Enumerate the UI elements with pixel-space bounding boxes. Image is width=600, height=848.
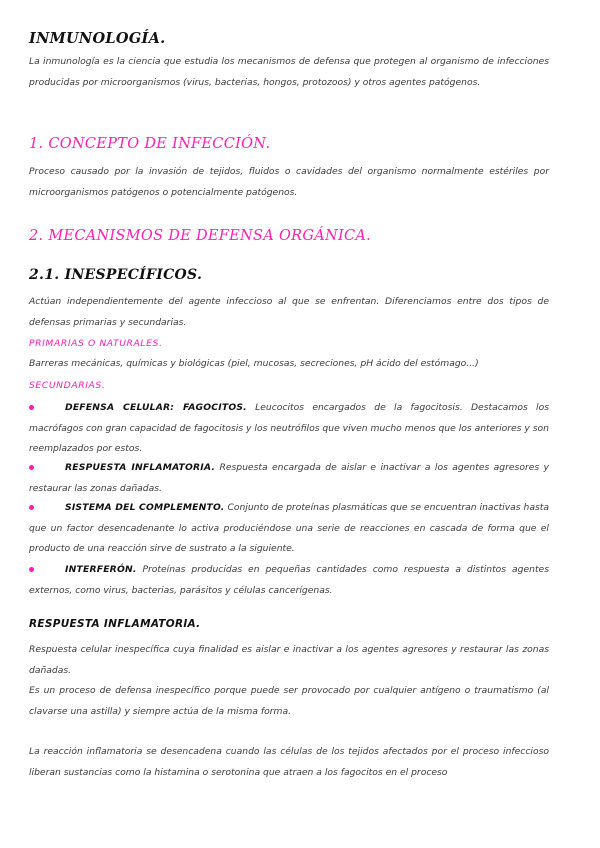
list-item-description: Leucocitos encargados de la fagocitosis. Destacamos los macrófagos con gran capacidad de fagocitosis y los neutrófilos que viven mucho menos que los anteriores y son reemplazados por estos. bbox=[29, 402, 550, 454]
section3-paragraph-1: Respuesta celular inespecífica cuya finalidad es aislar e inactivar a los agentes agresores y restaurar las zonas dañadas. bbox=[29, 644, 549, 676]
list-item-text bbox=[29, 560, 549, 601]
list-item bbox=[29, 398, 549, 460]
list-item-description: Proteínas producidas en pequeñas cantidades como respuesta a distintos agentes externos, como virus, bacterias, parásitos y células cancerígenas. bbox=[29, 564, 549, 596]
section2-heading: 2. MECANISMOS DE DEFENSA ORGÁNICA. bbox=[29, 228, 372, 244]
list-item bbox=[29, 498, 549, 560]
list-item-term: SISTEMA DEL COMPLEMENTO. bbox=[65, 502, 225, 513]
list-item-term: RESPUESTA INFLAMATORIA. bbox=[65, 462, 216, 473]
list-item-term: DEFENSA CELULAR: FAGOCITOS. bbox=[65, 402, 247, 413]
list-item-text bbox=[29, 458, 549, 499]
secundarias-label: SECUNDARIAS. bbox=[29, 380, 106, 391]
section1-paragraph: Proceso causado por la invasión de tejidos, fluidos o cavidades del organismo normalmente estériles por microorganismos patógenos o potencialmente patógenos. bbox=[29, 166, 549, 198]
section2-subheading: 2.1. INESPECÍFICOS. bbox=[29, 267, 203, 283]
bullet-icon bbox=[29, 405, 34, 410]
section3-heading: RESPUESTA INFLAMATORIA. bbox=[29, 618, 201, 630]
list-item-term: INTERFERÓN. bbox=[65, 564, 137, 575]
list-item-description: Conjunto de proteínas plasmáticas que se encuentran inactivas hasta que un factor desencadenante lo activa produciéndose una serie de reacciones en cascada de forma que el producto de una reacción sirve de sustrato a la siguiente. bbox=[29, 502, 550, 554]
bullet-icon bbox=[29, 465, 34, 470]
section2-paragraph: Actúan independientemente del agente infeccioso al que se enfrentan. Diferenciamos entre dos tipos de defensas primarias y secundarias. bbox=[29, 296, 549, 328]
list-item-text bbox=[29, 398, 549, 460]
bullet-icon bbox=[29, 567, 34, 572]
section3-paragraph-2: Es un proceso de defensa inespecífico porque puede ser provocado por cualquier antígeno o traumatismo (al clavarse una astilla) y siempre actúa de la misma forma. bbox=[29, 685, 549, 717]
section1-heading: 1. CONCEPTO DE INFECCIÓN. bbox=[29, 136, 271, 152]
primarias-label: PRIMARIAS O NATURALES. bbox=[29, 338, 163, 349]
section3-paragraph-3: La reacción inflamatoria se desencadena cuando las células de los tejidos afectados por el proceso infeccioso liberan sustancias como la histamina o serotonina que atraen a los fagocitos en el proceso bbox=[29, 746, 549, 778]
bullet-icon bbox=[29, 505, 34, 510]
page-title: INMUNOLOGÍA. bbox=[29, 30, 166, 47]
list-item-text bbox=[29, 498, 549, 560]
list-item bbox=[29, 458, 549, 499]
list-item-description: Respuesta encargada de aislar e inactivar a los agentes agresores y restaurar las zonas dañadas. bbox=[29, 462, 549, 494]
intro-paragraph: La inmunología es la ciencia que estudia los mecanismos de defensa que protegen al organismo de infecciones producidas por microorganismos (virus, bacterias, hongos, protozoos) y otros agentes patógenos. bbox=[29, 56, 549, 88]
list-item bbox=[29, 560, 549, 601]
primarias-paragraph: Barreras mecánicas, químicas y biológicas (piel, mucosas, secreciones, pH ácido del estómago...) bbox=[29, 358, 479, 369]
